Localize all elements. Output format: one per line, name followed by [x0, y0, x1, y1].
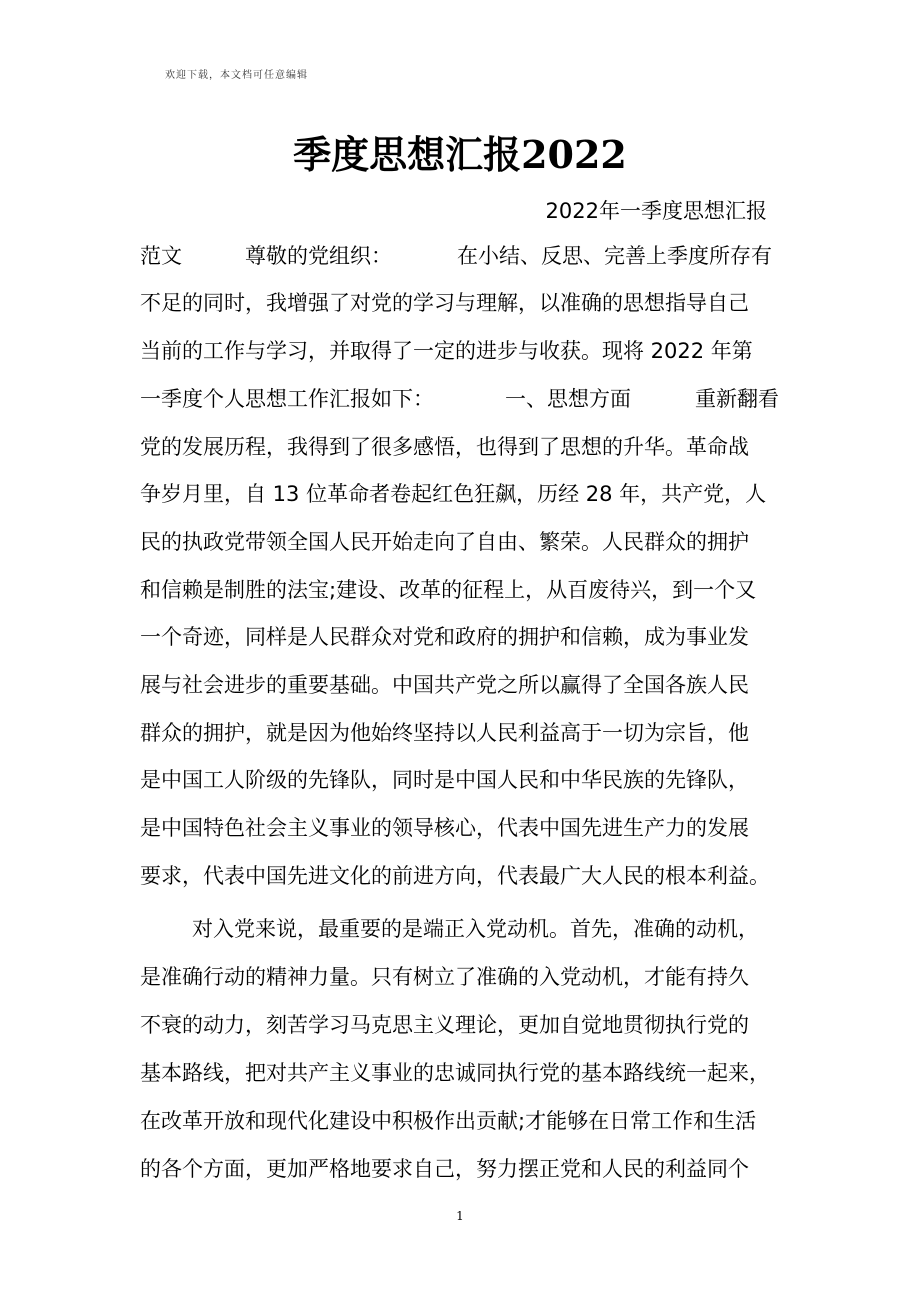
- body-line: 在改革开放和现代化建设中积极作出贡献;才能够在日常工作和生活: [140, 1109, 757, 1133]
- body-line: [140, 386, 790, 412]
- body-line: 的各个方面，更加严格地要求自己，努力摆正党和人民的利益同个: [140, 1157, 749, 1181]
- body-line-segment: 范文: [140, 244, 182, 268]
- body-line: 对入党来说，最重要的是端正入党动机。首先，准确的动机，: [192, 917, 759, 941]
- body-line: 党的发展历程，我得到了很多感悟，也得到了思想的升华。革命战: [140, 435, 749, 459]
- body-line: 当前的工作与学习，并取得了一定的进步与收获。现将 2022 年第: [140, 339, 753, 363]
- body-line: 基本路线，把对共产主义事业的忠诚同执行党的基本路线统一起来，: [140, 1061, 770, 1085]
- body-line: 展与社会进步的重要基础。中国共产党之所以赢得了全国各族人民: [140, 673, 749, 697]
- body-line-segment: 尊敬的党组织：: [245, 244, 392, 268]
- document-subtitle: 2022年一季度思想汇报: [545, 199, 767, 223]
- body-line: 一个奇迹，同样是人民群众对党和政府的拥护和信赖，成为事业发: [140, 625, 749, 649]
- body-line: [140, 243, 790, 269]
- header-note: 欢迎下载，本文档可任意编辑: [165, 70, 308, 81]
- body-line-segment: 重新翻看: [695, 387, 779, 411]
- body-line: 要求，代表中国先进文化的前进方向，代表最广大人民的根本利益。: [140, 864, 770, 888]
- body-line: 不足的同时，我增强了对党的学习与理解，以准确的思想指导自己: [140, 291, 749, 315]
- document-title: 季度思想汇报2022: [293, 132, 627, 177]
- body-line-segment: 一季度个人思想工作汇报如下：: [140, 387, 434, 411]
- body-line: 是准确行动的精神力量。只有树立了准确的入党动机，才能有持久: [140, 965, 749, 989]
- body-line: 群众的拥护，就是因为他始终坚持以人民利益高于一切为宗旨，他: [140, 721, 749, 745]
- page-number: 1: [456, 1209, 464, 1223]
- body-line: 争岁月里，自 13 位革命者卷起红色狂飙，历经 28 年，共产党，人: [140, 482, 767, 506]
- body-line: 是中国工人阶级的先锋队，同时是中国人民和中华民族的先锋队，: [140, 768, 749, 792]
- body-line: 是中国特色社会主义事业的领导核心，代表中国先进生产力的发展: [140, 816, 749, 840]
- body-line: 民的执政党带领全国人民开始走向了自由、繁荣。人民群众的拥护: [140, 530, 749, 554]
- body-line: 和信赖是制胜的法宝;建设、改革的征程上，从百废待兴，到一个又: [140, 578, 757, 602]
- body-line-segment: 一、思想方面: [505, 387, 631, 411]
- body-line: 不衰的动力，刻苦学习马克思主义理论，更加自觉地贯彻执行党的: [140, 1013, 749, 1037]
- body-line-segment: 在小结、反思、完善上季度所存有: [457, 244, 772, 268]
